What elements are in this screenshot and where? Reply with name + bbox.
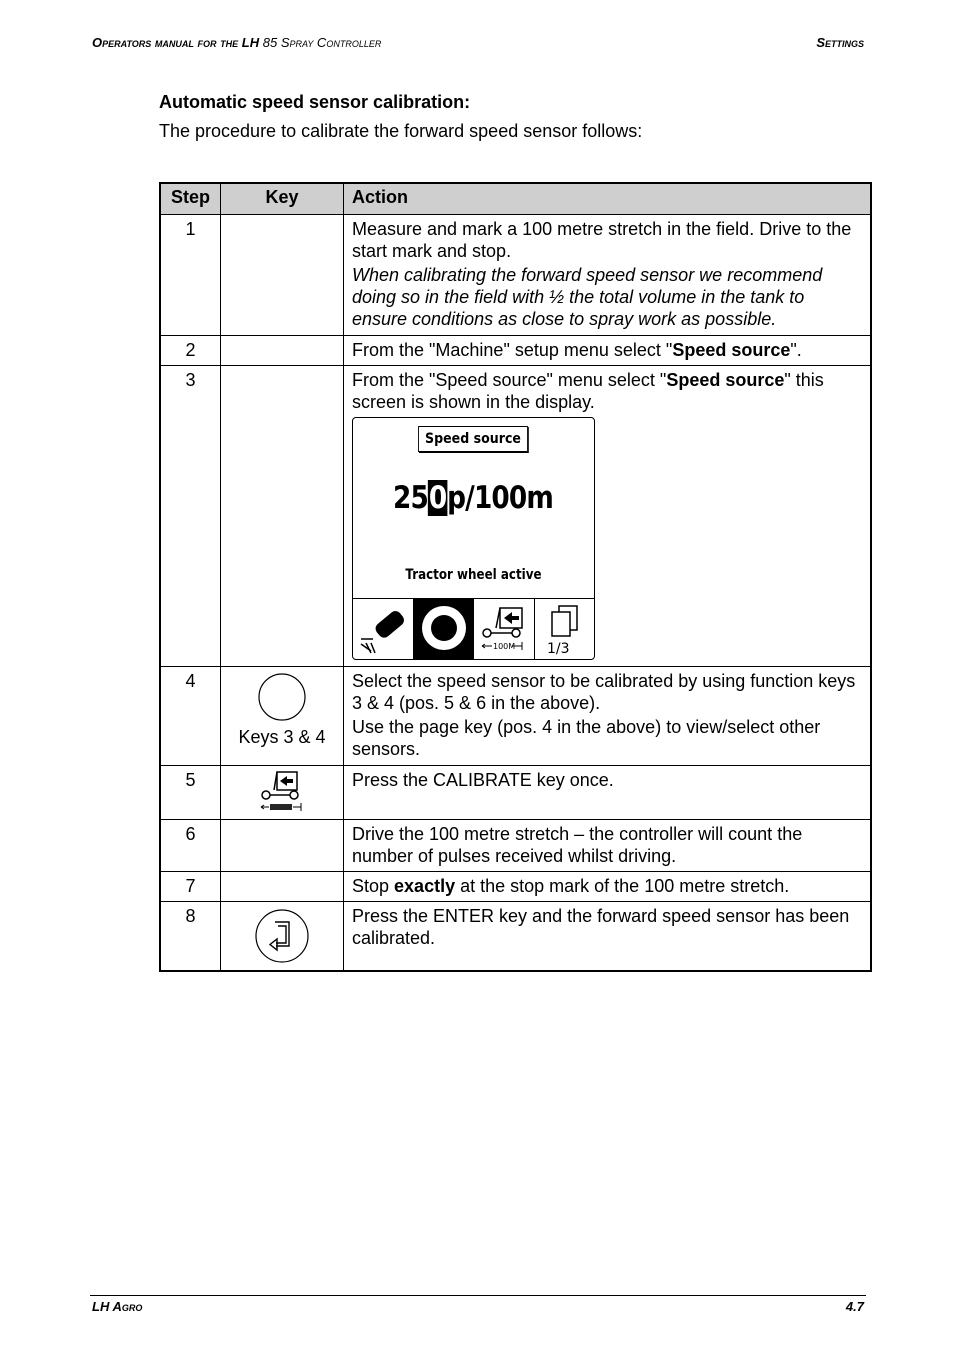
action-emphasis: Speed source [672,340,791,360]
action-emphasis: exactly [394,876,456,896]
action-text: Stop [352,876,395,896]
action-text: From the "Machine" setup menu select " [352,340,673,360]
table-row [160,766,871,820]
display-value [393,480,553,516]
action-text: Use the page key (pos. 4 in the above) to view/select other sensors. [352,717,821,759]
table-row [160,872,871,902]
key-cell [221,902,344,972]
action-text: " this screen is shown in the display. [352,370,824,412]
col-step-header: Step [160,183,221,215]
wheel-sensor-icon [414,599,474,659]
sprayer-icon [353,599,413,659]
display-title: Speed source [418,426,528,452]
table-row [160,336,871,366]
key-label: Keys 3 & 4 [238,727,326,747]
action-text: Measure and mark a 100 metre stretch in the field. Drive to the start mark and stop. [352,219,852,261]
key-cell [221,366,344,667]
calibrate-label: 100M [493,642,516,651]
step-number: 8 [160,902,221,972]
action-emphasis: Speed source [666,370,785,390]
table-row [160,215,871,336]
action-cell: Drive the 100 metre stretch – the controller will count the number of pulses received whilst driving. [344,820,872,872]
table-row [160,366,871,667]
action-text: Select the speed sensor to be calibrated by using function keys 3 & 4 (pos. 5 & 6 in the above). [352,671,856,713]
step-number: 1 [160,215,221,336]
step-number: 5 [160,766,221,820]
step-number: 6 [160,820,221,872]
footer-company: LH Agro [92,1299,143,1314]
display-status: Tractor wheel active [405,567,542,583]
key-cell [221,215,344,336]
softkey-wheel-sensor[interactable] [414,599,475,659]
key-cell [221,667,344,766]
header-text: Operators manual for the [92,35,239,50]
col-action-header: Action [344,183,872,215]
action-cell [344,366,872,667]
softkey-page[interactable] [535,599,595,659]
step-number: 7 [160,872,221,902]
table-header-row [160,183,871,215]
intro-text: The procedure to calibrate the forward speed sensor follows: [159,121,643,141]
display-value-digits: 25 [393,480,428,516]
action-cell: Press the CALIBRATE key once. [344,766,872,820]
header-brand: LH [241,35,260,50]
calibrate-key-icon [257,769,307,815]
display-cursor-digit: 0 [428,480,447,516]
step-number: 3 [160,366,221,667]
enter-key-icon [253,906,311,966]
action-text: at the stop mark of the 100 metre stretch. [455,876,790,896]
action-note: When calibrating the forward speed sensor we recommend doing so in the field with ½ the total volume in the tank to ensure conditions as close to spray work as possible. [352,265,823,329]
key-cell [221,872,344,902]
controller-display [352,417,595,660]
page-header-title [92,35,381,50]
footer-page-number: 4.7 [845,1299,864,1314]
step-number: 4 [160,667,221,766]
action-cell [344,215,872,336]
function-key-icon [257,672,307,722]
action-cell [344,872,872,902]
table-row [160,902,871,972]
header-model: 85 [262,35,278,50]
action-cell: Press the ENTER key and the forward speed sensor has been calibrated. [344,902,872,972]
softkey-sprayer[interactable] [353,599,414,659]
calibrate-icon [474,599,534,659]
procedure-table [159,182,872,972]
action-text: ". [790,340,802,360]
key-cell [221,766,344,820]
page-header-section: Settings [816,35,864,50]
col-key-header: Key [221,183,344,215]
action-cell [344,667,872,766]
display-softkey-bar [353,598,594,659]
table-row [160,820,871,872]
display-value-unit: p/100m [447,480,554,516]
softkey-calibrate[interactable] [474,599,535,659]
page-icon [535,599,595,659]
page-indicator: 1/3 [546,641,570,657]
section-heading: Automatic speed sensor calibration: [159,92,471,112]
key-cell [221,336,344,366]
table-row [160,667,871,766]
footer-divider [90,1295,866,1296]
header-product: Spray Controller [280,35,382,50]
step-number: 2 [160,336,221,366]
action-text: From the "Speed source" menu select " [352,370,667,390]
action-cell [344,336,872,366]
key-cell [221,820,344,872]
